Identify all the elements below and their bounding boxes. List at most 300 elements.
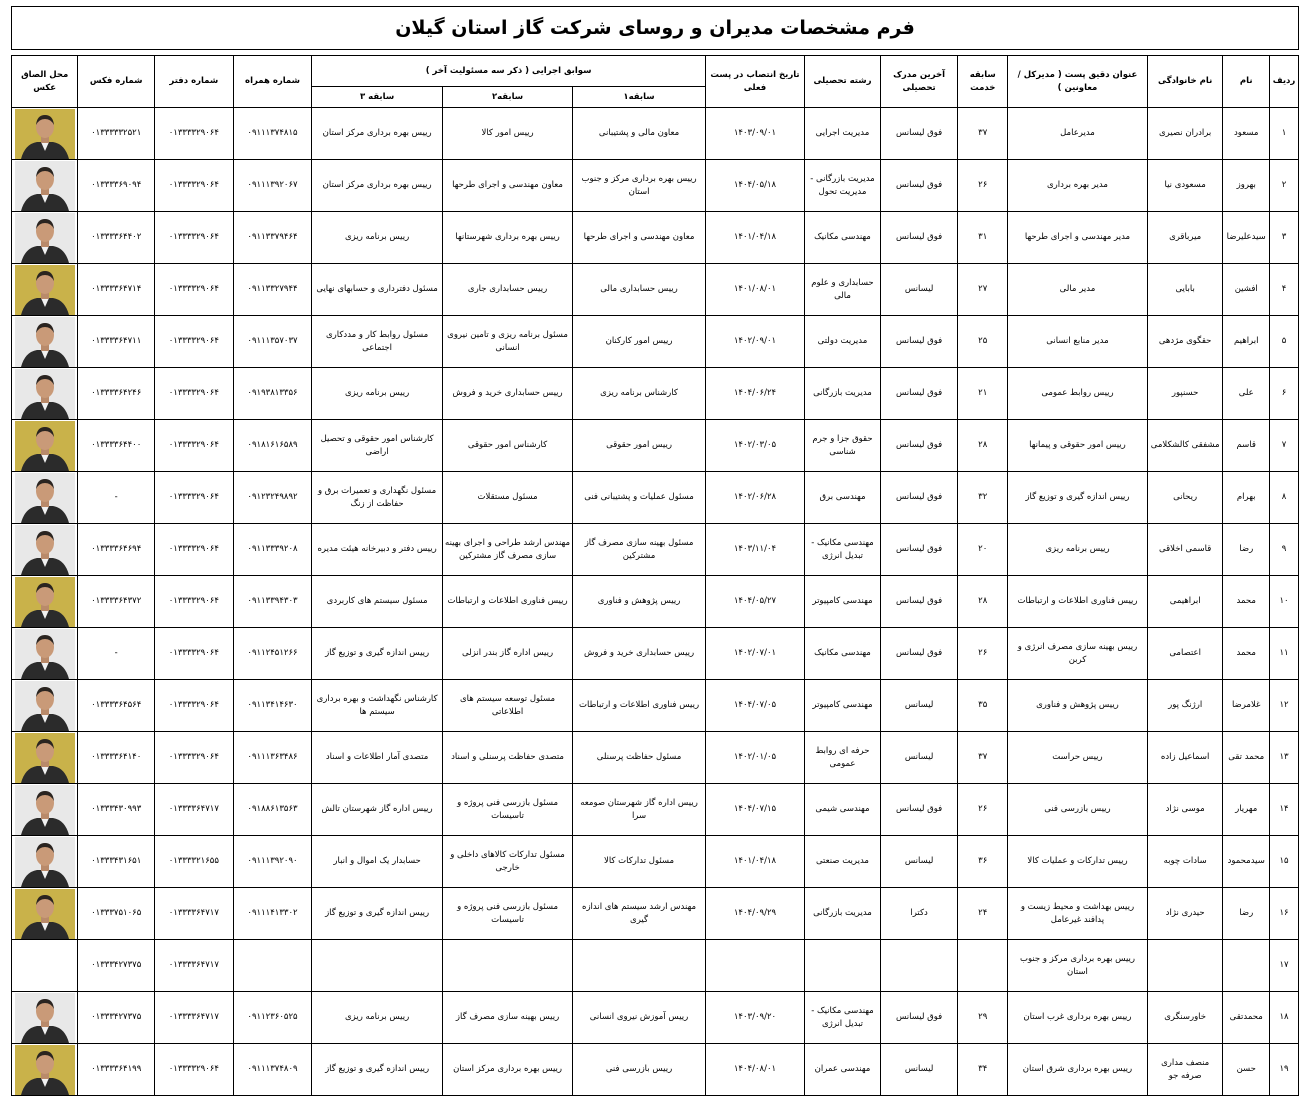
mobile-cell — [233, 940, 312, 992]
history-3-cell: رییس برنامه ریزی — [312, 212, 442, 264]
table-row — [12, 992, 1299, 1044]
first-name-cell: علی — [1223, 368, 1270, 420]
degree-cell: فوق لیسانس — [880, 368, 958, 420]
service-years-cell: ۲۱ — [958, 368, 1008, 420]
table-body — [12, 108, 1299, 1096]
mobile-cell: ۰۹۱۱۳۳۷۹۴۶۴ — [233, 212, 312, 264]
last-name-cell: حیدری نژاد — [1147, 888, 1223, 940]
photo-cell — [12, 1044, 78, 1096]
row-number: ۹ — [1270, 524, 1299, 576]
last-name-cell: بابایی — [1147, 264, 1223, 316]
form-title: فرم مشخصات مدیران و روسای شرکت گاز استان گیلان — [395, 17, 915, 39]
mobile-cell: ۰۹۱۱۱۳۹۲۰۶۷ — [233, 160, 312, 212]
service-years-cell: ۲۷ — [958, 264, 1008, 316]
field-cell: مدیریت بازرگانی — [805, 368, 881, 420]
position-cell: مدیر مهندسی و اجرای طرحها — [1008, 212, 1148, 264]
avatar-photo — [15, 993, 75, 1043]
degree-cell: لیسانس — [880, 732, 958, 784]
avatar-photo — [15, 577, 75, 627]
fax-cell: - — [78, 472, 155, 524]
fax-cell: ۰۱۳۳۳۳۶۴۳۷۲ — [78, 576, 155, 628]
table-row — [12, 784, 1299, 836]
row-number: ۱۸ — [1270, 992, 1299, 1044]
history-1-cell: رییس اداره گاز شهرستان صومعه سرا — [573, 784, 706, 836]
fax-cell: ۰۱۳۳۳۴۳۱۶۵۱ — [78, 836, 155, 888]
header-history-3: سابقه ۳ — [312, 87, 442, 108]
header-service-years: سابقه خدمت — [958, 56, 1008, 108]
office-phone-cell: ۰۱۳۳۳۳۲۹۰۶۴ — [154, 472, 233, 524]
office-phone-cell: ۰۱۳۳۳۳۶۴۷۱۷ — [154, 992, 233, 1044]
row-number: ۱۵ — [1270, 836, 1299, 888]
appointment-date-cell: ۱۴۰۲/۰۹/۰۱ — [705, 316, 804, 368]
appointment-date-cell: ۱۴۰۳/۰۹/۰۱ — [705, 108, 804, 160]
last-name-cell: سادات چوبه — [1147, 836, 1223, 888]
last-name-cell: ابراهیمی — [1147, 576, 1223, 628]
office-phone-cell: ۰۱۳۳۳۳۲۹۰۶۴ — [154, 680, 233, 732]
mobile-cell: ۰۹۱۸۱۶۱۶۵۸۹ — [233, 420, 312, 472]
last-name-cell: منصف مداری صرفه جو — [1147, 1044, 1223, 1096]
history-1-cell: رییس بهره برداری مرکز و جنوب استان — [573, 160, 706, 212]
table-row — [12, 160, 1299, 212]
field-cell: مدیریت دولتی — [805, 316, 881, 368]
header-field: رشته تحصیلی — [805, 56, 881, 108]
position-cell: رییس اندازه گیری و توزیع گاز — [1008, 472, 1148, 524]
history-3-cell: رییس اندازه گیری و توزیع گاز — [312, 888, 442, 940]
photo-cell — [12, 160, 78, 212]
service-years-cell: ۳۴ — [958, 1044, 1008, 1096]
appointment-date-cell: ۱۴۰۱/۰۴/۱۸ — [705, 212, 804, 264]
history-1-cell — [573, 940, 706, 992]
position-cell: رییس بهره برداری شرق استان — [1008, 1044, 1148, 1096]
position-cell: مدیر بهره برداری — [1008, 160, 1148, 212]
header-row-num: ردیف — [1270, 56, 1299, 108]
degree-cell: لیسانس — [880, 836, 958, 888]
avatar-photo — [15, 369, 75, 419]
history-2-cell: رییس اداره گاز بندر انزلی — [442, 628, 572, 680]
last-name-cell: برادران نصیری — [1147, 108, 1223, 160]
row-number: ۱۷ — [1270, 940, 1299, 992]
degree-cell: فوق لیسانس — [880, 212, 958, 264]
last-name-cell: حقگوی مژدهی — [1147, 316, 1223, 368]
degree-cell: فوق لیسانس — [880, 160, 958, 212]
header-photo: محل الصاق عکس — [12, 56, 78, 108]
service-years-cell: ۳۱ — [958, 212, 1008, 264]
office-phone-cell: ۰۱۳۳۳۳۶۴۷۱۷ — [154, 784, 233, 836]
table-row — [12, 108, 1299, 160]
degree-cell: فوق لیسانس — [880, 472, 958, 524]
service-years-cell: ۳۲ — [958, 472, 1008, 524]
fax-cell: ۰۱۳۳۳۳۶۴۲۴۶ — [78, 368, 155, 420]
degree-cell: فوق لیسانس — [880, 628, 958, 680]
field-cell: حقوق جزا و جرم شناسی — [805, 420, 881, 472]
form-sheet — [11, 6, 1299, 1096]
avatar-photo — [15, 837, 75, 887]
position-cell: مدیر منابع انسانی — [1008, 316, 1148, 368]
history-2-cell: رییس حسابداری جاری — [442, 264, 572, 316]
avatar-photo — [15, 421, 75, 471]
office-phone-cell: ۰۱۳۳۳۳۲۱۶۵۵ — [154, 836, 233, 888]
avatar-photo — [15, 109, 75, 159]
last-name-cell: ارژنگ پور — [1147, 680, 1223, 732]
position-cell: رییس برنامه ریزی — [1008, 524, 1148, 576]
history-2-cell: مسئول توسعه سیستم های اطلاعاتی — [442, 680, 572, 732]
fax-cell: ۰۱۳۳۳۴۲۷۳۷۵ — [78, 992, 155, 1044]
table-row — [12, 264, 1299, 316]
service-years-cell: ۲۶ — [958, 160, 1008, 212]
photo-cell — [12, 992, 78, 1044]
history-1-cell: مسئول بهینه سازی مصرف گاز مشترکین — [573, 524, 706, 576]
history-3-cell: حسابدار یک اموال و انبار — [312, 836, 442, 888]
office-phone-cell: ۰۱۳۳۳۳۲۹۰۶۴ — [154, 160, 233, 212]
first-name-cell: بهروز — [1223, 160, 1270, 212]
photo-cell — [12, 524, 78, 576]
history-1-cell: رییس بازرسی فنی — [573, 1044, 706, 1096]
photo-cell — [12, 576, 78, 628]
row-number: ۸ — [1270, 472, 1299, 524]
avatar-photo — [15, 681, 75, 731]
fax-cell: ۰۱۳۳۳۴۲۷۳۷۵ — [78, 940, 155, 992]
table-row — [12, 212, 1299, 264]
field-cell: مهندسی عمران — [805, 1044, 881, 1096]
photo-cell — [12, 472, 78, 524]
first-name-cell: ابراهیم — [1223, 316, 1270, 368]
row-number: ۷ — [1270, 420, 1299, 472]
first-name-cell: قاسم — [1223, 420, 1270, 472]
history-3-cell: رییس بهره برداری مرکز استان — [312, 160, 442, 212]
appointment-date-cell: ۱۴۰۲/۰۷/۰۱ — [705, 628, 804, 680]
position-cell: رییس بهره برداری غرب استان — [1008, 992, 1148, 1044]
photo-cell — [12, 420, 78, 472]
photo-cell — [12, 316, 78, 368]
office-phone-cell: ۰۱۳۳۳۳۲۹۰۶۴ — [154, 264, 233, 316]
table-row — [12, 1044, 1299, 1096]
field-cell: مهندسی مکانیک — [805, 628, 881, 680]
mobile-cell: ۰۹۱۱۱۳۹۲۰۹۰ — [233, 836, 312, 888]
history-2-cell: کارشناس امور حقوقی — [442, 420, 572, 472]
appointment-date-cell: ۱۴۰۴/۰۶/۲۴ — [705, 368, 804, 420]
position-cell: رییس روابط عمومی — [1008, 368, 1148, 420]
service-years-cell: ۲۴ — [958, 888, 1008, 940]
history-3-cell: رییس اندازه گیری و توزیع گاز — [312, 628, 442, 680]
photo-cell — [12, 732, 78, 784]
table-row — [12, 836, 1299, 888]
history-3-cell: رییس اندازه گیری و توزیع گاز — [312, 1044, 442, 1096]
position-cell: رییس امور حقوقی و پیمانها — [1008, 420, 1148, 472]
table-row — [12, 472, 1299, 524]
field-cell: حرفه ای روابط عمومی — [805, 732, 881, 784]
mobile-cell: ۰۹۱۱۱۴۱۳۳۰۲ — [233, 888, 312, 940]
last-name-cell: میرباقری — [1147, 212, 1223, 264]
office-phone-cell: ۰۱۳۳۳۳۲۹۰۶۴ — [154, 1044, 233, 1096]
first-name-cell: حسن — [1223, 1044, 1270, 1096]
position-cell: مدیرعامل — [1008, 108, 1148, 160]
service-years-cell: ۲۰ — [958, 524, 1008, 576]
mobile-cell: ۰۹۱۸۸۶۱۳۵۶۳ — [233, 784, 312, 836]
office-phone-cell: ۰۱۳۳۳۳۲۹۰۶۴ — [154, 576, 233, 628]
history-2-cell: مسئول مستقلات — [442, 472, 572, 524]
position-cell: مدیر مالی — [1008, 264, 1148, 316]
avatar-photo — [15, 629, 75, 679]
first-name-cell: غلامرضا — [1223, 680, 1270, 732]
appointment-date-cell: ۱۴۰۲/۰۱/۰۵ — [705, 732, 804, 784]
history-2-cell: معاون مهندسی و اجرای طرحها — [442, 160, 572, 212]
first-name-cell: سیدمحمود — [1223, 836, 1270, 888]
row-number: ۱ — [1270, 108, 1299, 160]
table-row — [12, 628, 1299, 680]
service-years-cell: ۲۶ — [958, 784, 1008, 836]
appointment-date-cell: ۱۴۰۲/۰۶/۲۸ — [705, 472, 804, 524]
office-phone-cell: ۰۱۳۳۳۳۶۴۷۱۷ — [154, 940, 233, 992]
header-history-2: سابقه۲ — [442, 87, 572, 108]
history-3-cell: کارشناس امور حقوقی و تحصیل اراضی — [312, 420, 442, 472]
appointment-date-cell: ۱۴۰۴/۰۵/۱۸ — [705, 160, 804, 212]
history-2-cell — [442, 940, 572, 992]
table-row — [12, 888, 1299, 940]
history-3-cell: کارشناس نگهداشت و بهره برداری سیستم ها — [312, 680, 442, 732]
row-number: ۱۶ — [1270, 888, 1299, 940]
field-cell: مدیریت بازرگانی - مدیریت تحول — [805, 160, 881, 212]
history-3-cell: مسئول نگهداری و تعمیرات برق و حفاظت از زنگ — [312, 472, 442, 524]
avatar-photo — [15, 733, 75, 783]
field-cell: مهندسی شیمی — [805, 784, 881, 836]
mobile-cell: ۰۹۱۱۳۳۲۷۹۴۴ — [233, 264, 312, 316]
first-name-cell: افشین — [1223, 264, 1270, 316]
fax-cell: ۰۱۳۳۳۳۶۴۱۹۹ — [78, 1044, 155, 1096]
avatar-photo — [15, 889, 75, 939]
history-1-cell: کارشناس برنامه ریزی — [573, 368, 706, 420]
appointment-date-cell: ۱۴۰۴/۰۷/۰۵ — [705, 680, 804, 732]
fax-cell: ۰۱۳۳۳۳۶۴۶۹۴ — [78, 524, 155, 576]
fax-cell: ۰۱۳۳۳۳۶۹۰۹۴ — [78, 160, 155, 212]
fax-cell: ۰۱۳۳۳۳۶۴۷۱۴ — [78, 264, 155, 316]
mobile-cell: ۰۹۱۱۲۴۵۱۲۶۶ — [233, 628, 312, 680]
appointment-date-cell: ۱۴۰۴/۰۵/۲۷ — [705, 576, 804, 628]
fax-cell: ۰۱۳۳۳۷۵۱۰۶۵ — [78, 888, 155, 940]
avatar-photo — [15, 161, 75, 211]
photo-cell — [12, 108, 78, 160]
field-cell: مهندسی برق — [805, 472, 881, 524]
history-3-cell: رییس اداره گاز شهرستان تالش — [312, 784, 442, 836]
row-number: ۶ — [1270, 368, 1299, 420]
photo-cell — [12, 264, 78, 316]
field-cell: مهندسی مکانیک — [805, 212, 881, 264]
mobile-cell: ۰۹۱۱۳۳۳۹۲۰۸ — [233, 524, 312, 576]
mobile-cell: ۰۹۱۱۱۳۵۷۰۳۷ — [233, 316, 312, 368]
fax-cell: ۰۱۳۳۳۳۶۴۱۴۰ — [78, 732, 155, 784]
last-name-cell: حسنپور — [1147, 368, 1223, 420]
first-name-cell: مهریار — [1223, 784, 1270, 836]
history-1-cell: رییس فناوری اطلاعات و ارتباطات — [573, 680, 706, 732]
appointment-date-cell: ۱۴۰۴/۰۹/۲۹ — [705, 888, 804, 940]
avatar-photo — [15, 317, 75, 367]
avatar-photo — [15, 785, 75, 835]
table-header — [12, 56, 1299, 108]
history-3-cell: رییس برنامه ریزی — [312, 992, 442, 1044]
table-row — [12, 420, 1299, 472]
history-2-cell: مسئول برنامه ریزی و تامین نیروی انسانی — [442, 316, 572, 368]
service-years-cell — [958, 940, 1008, 992]
position-cell: رییس حراست — [1008, 732, 1148, 784]
service-years-cell: ۳۷ — [958, 732, 1008, 784]
position-cell: رییس تدارکات و عملیات کالا — [1008, 836, 1148, 888]
history-3-cell: مسئول سیستم های کاربردی — [312, 576, 442, 628]
history-2-cell: رییس بهره برداری مرکز استان — [442, 1044, 572, 1096]
first-name-cell: سیدعلیرضا — [1223, 212, 1270, 264]
service-years-cell: ۲۸ — [958, 576, 1008, 628]
photo-cell — [12, 940, 78, 992]
position-cell: رییس بازرسی فنی — [1008, 784, 1148, 836]
row-number: ۱۱ — [1270, 628, 1299, 680]
office-phone-cell: ۰۱۳۳۳۳۲۹۰۶۴ — [154, 316, 233, 368]
degree-cell: لیسانس — [880, 264, 958, 316]
office-phone-cell: ۰۱۳۳۳۳۲۹۰۶۴ — [154, 732, 233, 784]
avatar-photo — [15, 265, 75, 315]
history-1-cell: رییس پژوهش و فناوری — [573, 576, 706, 628]
appointment-date-cell: ۱۴۰۱/۰۴/۱۸ — [705, 836, 804, 888]
position-cell: رییس بهداشت و محیط زیست و پدافند غیرعامل — [1008, 888, 1148, 940]
first-name-cell: بهرام — [1223, 472, 1270, 524]
mobile-cell: ۰۹۱۱۲۳۶۰۵۲۵ — [233, 992, 312, 1044]
mobile-cell: ۰۹۱۱۱۳۶۳۴۸۶ — [233, 732, 312, 784]
service-years-cell: ۲۸ — [958, 420, 1008, 472]
degree-cell: لیسانس — [880, 680, 958, 732]
history-3-cell: رییس دفتر و دبیرخانه هیئت مدیره — [312, 524, 442, 576]
field-cell: مدیریت بازرگانی — [805, 888, 881, 940]
history-1-cell: معاون مهندسی و اجرای طرحها — [573, 212, 706, 264]
history-3-cell: مسئول روابط کار و مددکاری اجتماعی — [312, 316, 442, 368]
field-cell: حسابداری و علوم مالی — [805, 264, 881, 316]
office-phone-cell: ۰۱۳۳۳۳۲۹۰۶۴ — [154, 524, 233, 576]
first-name-cell: محمد تقی — [1223, 732, 1270, 784]
appointment-date-cell: ۱۴۰۳/۰۹/۲۰ — [705, 992, 804, 1044]
field-cell: مهندسی کامپیوتر — [805, 576, 881, 628]
mobile-cell: ۰۹۱۹۳۸۱۳۳۵۶ — [233, 368, 312, 420]
appointment-date-cell — [705, 940, 804, 992]
degree-cell: فوق لیسانس — [880, 784, 958, 836]
office-phone-cell: ۰۱۳۳۳۳۶۴۷۱۷ — [154, 888, 233, 940]
last-name-cell: ریحانی — [1147, 472, 1223, 524]
table-row — [12, 576, 1299, 628]
last-name-cell: اسماعیل زاده — [1147, 732, 1223, 784]
first-name-cell: مسعود — [1223, 108, 1270, 160]
history-1-cell: رییس امور حقوقی — [573, 420, 706, 472]
degree-cell: فوق لیسانس — [880, 992, 958, 1044]
fax-cell: ۰۱۳۳۳۳۳۲۵۲۱ — [78, 108, 155, 160]
last-name-cell — [1147, 940, 1223, 992]
position-cell: رییس پژوهش و فناوری — [1008, 680, 1148, 732]
header-last-name: نام خانوادگی — [1147, 56, 1223, 108]
mobile-cell: ۰۹۱۲۳۲۴۹۸۹۲ — [233, 472, 312, 524]
history-2-cell: مسئول تدارکات کالاهای داخلی و خارجی — [442, 836, 572, 888]
row-number: ۱۲ — [1270, 680, 1299, 732]
history-2-cell: رییس بهینه سازی مصرف گاز — [442, 992, 572, 1044]
degree-cell: دکترا — [880, 888, 958, 940]
history-2-cell: رییس بهره برداری شهرستانها — [442, 212, 572, 264]
row-number: ۲ — [1270, 160, 1299, 212]
history-1-cell: مسئول حفاظت پرسنلی — [573, 732, 706, 784]
office-phone-cell: ۰۱۳۳۳۳۲۹۰۶۴ — [154, 420, 233, 472]
photo-cell — [12, 888, 78, 940]
office-phone-cell: ۰۱۳۳۳۳۲۹۰۶۴ — [154, 108, 233, 160]
history-3-cell: مسئول دفترداری و حسابهای نهایی — [312, 264, 442, 316]
photo-cell — [12, 680, 78, 732]
last-name-cell: موسی نژاد — [1147, 784, 1223, 836]
position-cell: رییس بهره برداری مرکز و جنوب استان — [1008, 940, 1148, 992]
appointment-date-cell: ۱۴۰۲/۰۳/۰۵ — [705, 420, 804, 472]
appointment-date-cell: ۱۴۰۴/۰۸/۰۱ — [705, 1044, 804, 1096]
appointment-date-cell: ۱۴۰۳/۱۱/۰۴ — [705, 524, 804, 576]
degree-cell: لیسانس — [880, 1044, 958, 1096]
last-name-cell: مشفقی کالشکلامی — [1147, 420, 1223, 472]
table-row — [12, 732, 1299, 784]
photo-cell — [12, 212, 78, 264]
first-name-cell: محمد — [1223, 628, 1270, 680]
last-name-cell: خاورسنگری — [1147, 992, 1223, 1044]
field-cell: مهندسی مکانیک - تبدیل انرژی — [805, 992, 881, 1044]
history-2-cell: مسئول بازرسی فنی پروژه و تاسیسات — [442, 784, 572, 836]
office-phone-cell: ۰۱۳۳۳۳۲۹۰۶۴ — [154, 368, 233, 420]
last-name-cell: مسعودی نیا — [1147, 160, 1223, 212]
office-phone-cell: ۰۱۳۳۳۳۲۹۰۶۴ — [154, 212, 233, 264]
appointment-date-cell: ۱۴۰۱/۰۸/۰۱ — [705, 264, 804, 316]
fax-cell: ۰۱۳۳۳۳۶۴۴۰۰ — [78, 420, 155, 472]
row-number: ۱۳ — [1270, 732, 1299, 784]
mobile-cell: ۰۹۱۱۳۴۱۴۶۳۰ — [233, 680, 312, 732]
row-number: ۳ — [1270, 212, 1299, 264]
photo-cell — [12, 784, 78, 836]
service-years-cell: ۲۶ — [958, 628, 1008, 680]
table-row — [12, 316, 1299, 368]
avatar-photo — [15, 213, 75, 263]
service-years-cell: ۳۷ — [958, 108, 1008, 160]
appointment-date-cell: ۱۴۰۴/۰۷/۱۵ — [705, 784, 804, 836]
service-years-cell: ۳۵ — [958, 680, 1008, 732]
service-years-cell: ۲۵ — [958, 316, 1008, 368]
history-1-cell: رییس حسابداری مالی — [573, 264, 706, 316]
fax-cell: ۰۱۳۳۳۳۶۴۵۶۴ — [78, 680, 155, 732]
field-cell: مدیریت اجرایی — [805, 108, 881, 160]
degree-cell: فوق لیسانس — [880, 576, 958, 628]
mobile-cell: ۰۹۱۱۱۳۷۴۸۰۹ — [233, 1044, 312, 1096]
form-title-box — [11, 6, 1299, 50]
header-appointment-date: تاریخ انتصاب در پست فعلی — [705, 56, 804, 108]
photo-cell — [12, 628, 78, 680]
field-cell: مهندسی کامپیوتر — [805, 680, 881, 732]
history-1-cell: مسئول تدارکات کالا — [573, 836, 706, 888]
history-1-cell: رییس امور کارکنان — [573, 316, 706, 368]
table-row — [12, 940, 1299, 992]
last-name-cell: قاسمی اخلاقی — [1147, 524, 1223, 576]
mobile-cell: ۰۹۱۱۳۳۹۴۳۰۳ — [233, 576, 312, 628]
first-name-cell: محمدتقی — [1223, 992, 1270, 1044]
avatar-photo — [15, 473, 75, 523]
history-3-cell — [312, 940, 442, 992]
history-2-cell: رییس امور کالا — [442, 108, 572, 160]
degree-cell: فوق لیسانس — [880, 420, 958, 472]
history-3-cell: رییس برنامه ریزی — [312, 368, 442, 420]
header-position: عنوان دقیق پست ( مدیرکل / معاونین ) — [1008, 56, 1148, 108]
degree-cell: فوق لیسانس — [880, 316, 958, 368]
fax-cell: ۰۱۳۳۳۴۳۰۹۹۳ — [78, 784, 155, 836]
header-mobile: شماره همراه — [233, 56, 312, 108]
field-cell: مدیریت صنعتی — [805, 836, 881, 888]
history-1-cell: معاون مالی و پشتیبانی — [573, 108, 706, 160]
history-2-cell: مهندس ارشد طراحی و اجرای بهینه سازی مصرف گاز مشترکین — [442, 524, 572, 576]
service-years-cell: ۲۹ — [958, 992, 1008, 1044]
history-1-cell: رییس آموزش نیروی انسانی — [573, 992, 706, 1044]
header-first-name: نام — [1223, 56, 1270, 108]
first-name-cell: محمد — [1223, 576, 1270, 628]
